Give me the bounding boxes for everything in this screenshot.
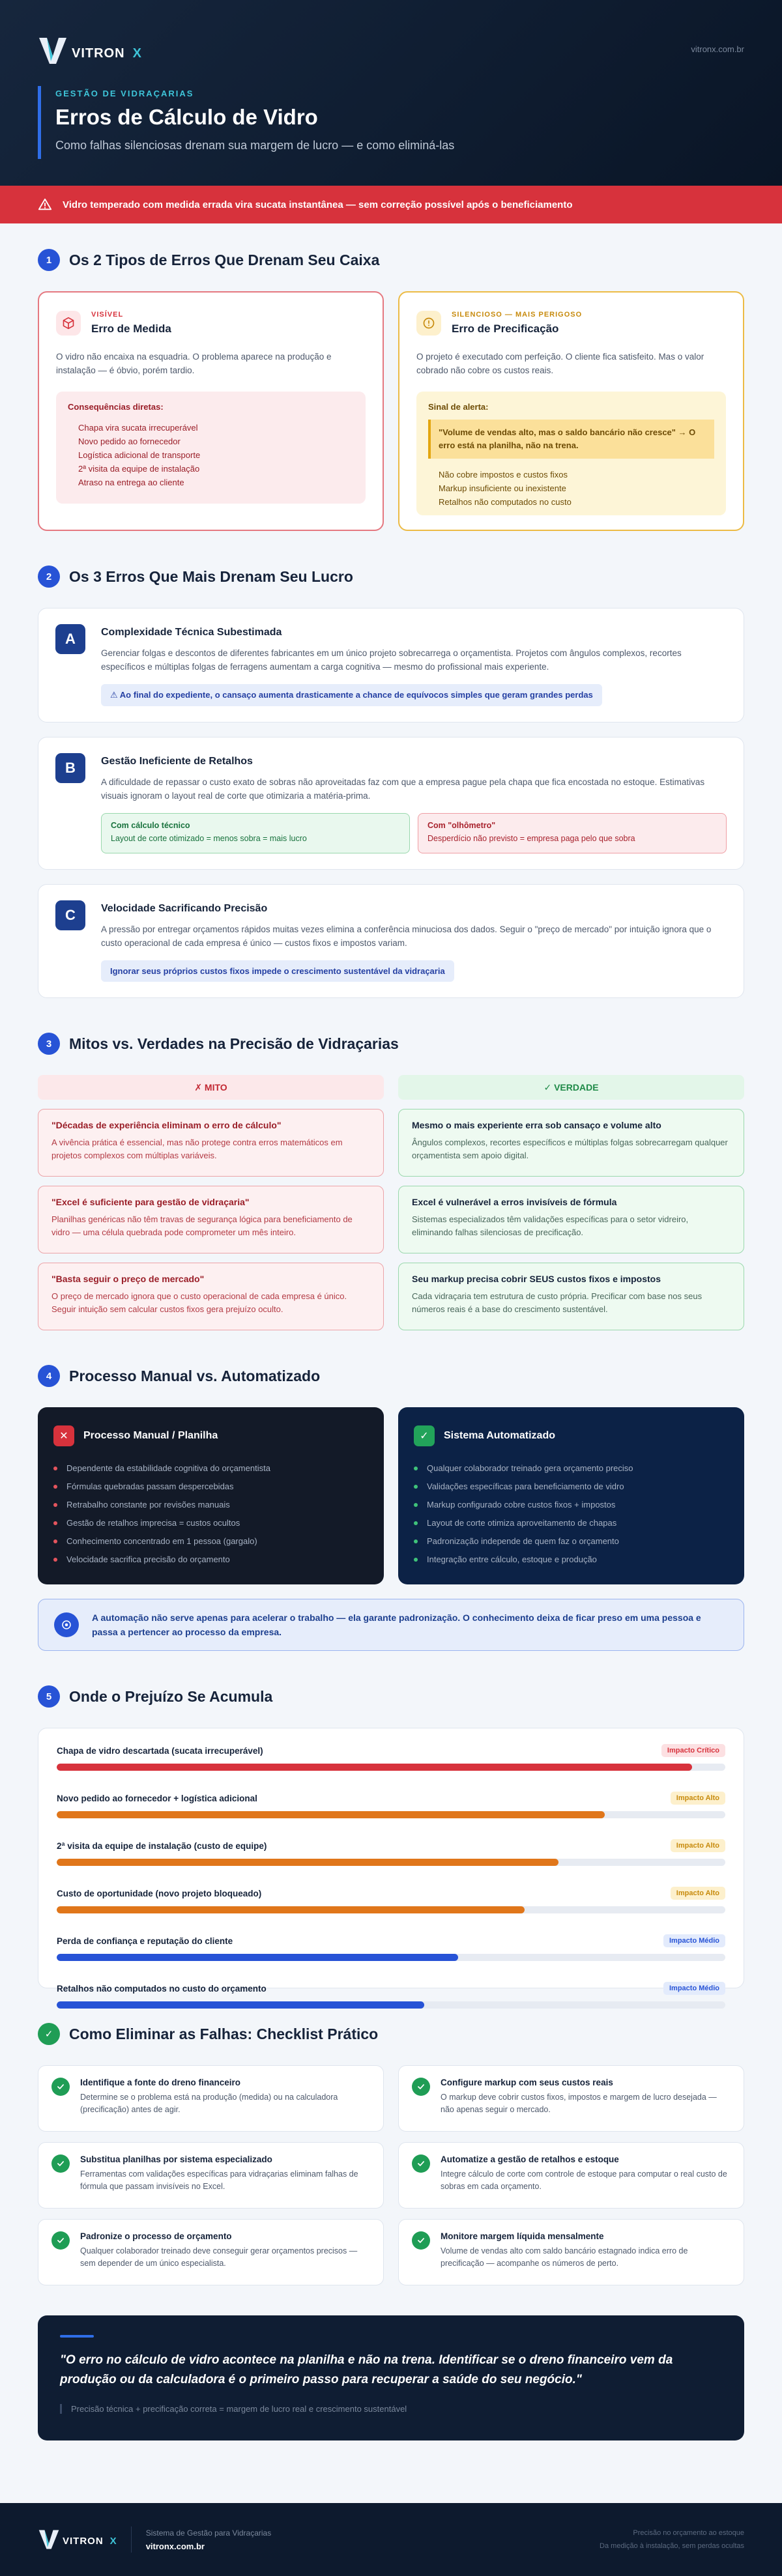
comparison-desc: Layout de corte otimizado = menos sobra = mais lucro — [111, 834, 307, 843]
checklist-desc: Ferramentas com validações específicas para vidraçarias eliminam falhas de fórmula que passam invisíveis no Excel. — [80, 2169, 358, 2191]
list-item: Atraso na entrega ao cliente — [78, 478, 184, 487]
hero — [0, 0, 782, 186]
error-title: Gestão Ineficiente de Retalhos — [101, 756, 253, 767]
page-title: Erros de Cálculo de Vidro — [55, 105, 318, 129]
myth-desc: O preço de mercado ignora que o custo operacional de cada empresa é único. Seguir intuição sem calcular custos fixos gera prejuízo oculto. — [51, 1291, 347, 1314]
section-error-types — [38, 248, 744, 531]
impact-label: Custo de oportunidade (novo projeto bloqueado) — [57, 1888, 262, 1898]
brand-word: VITRON — [63, 2535, 104, 2547]
checklist-item — [398, 2065, 744, 2132]
brand-x: X — [109, 2535, 117, 2547]
bullet-dot — [414, 1521, 418, 1525]
box-label: Sinal de alerta: — [428, 402, 489, 412]
truth-desc: Ângulos complexos, recortes específicos e múltiplas folgas sobrecarregam qualquer orçamentista sem apoio digital. — [412, 1138, 728, 1160]
warning-quote: "Volume de vendas alto, mas o saldo bancário não cresce" → O erro está na planilha, não na trena. — [428, 420, 714, 459]
impact-row — [57, 1792, 725, 1818]
impact-fill — [57, 1954, 458, 1961]
list-item: Não cobre impostos e custos fixos — [439, 470, 568, 479]
section-myths-truths — [38, 1032, 744, 1330]
impact-fill — [57, 1859, 558, 1866]
footer-url[interactable]: vitronx.com.br — [145, 2541, 205, 2551]
checklist-desc: O markup deve cobrir custos fixos, impostos e margem de lucro desejada — não apenas seguir o mercado. — [441, 2093, 717, 2114]
impact-label: Retalhos não computados no custo do orçamento — [57, 1983, 267, 1994]
impact-label: Perda de confiança e reputação do cliente — [57, 1936, 233, 1946]
list-item — [414, 1478, 729, 1496]
list-item-text: Padronização independe de quem faz o orçamento — [427, 1536, 619, 1546]
impact-track — [57, 1954, 725, 1961]
impact-track — [57, 1906, 725, 1913]
list-item-text: Velocidade sacrifica precisão do orçamento — [66, 1554, 230, 1564]
bullet-dot — [414, 1503, 418, 1507]
error-title: Velocidade Sacrificando Precisão — [101, 903, 268, 914]
checklist-title: Monitore margem líquida mensalmente — [441, 2231, 604, 2241]
footer — [0, 2503, 782, 2576]
truth-card — [398, 1263, 744, 1330]
impact-badge: Impacto Alto — [671, 1887, 725, 1900]
card-title: Processo Manual / Planilha — [83, 1430, 218, 1441]
impact-row-header — [57, 1887, 725, 1900]
manual-process-card — [38, 1407, 384, 1584]
section-title: Os 3 Erros Que Mais Drenam Seu Lucro — [69, 567, 353, 585]
list-item — [414, 1514, 729, 1532]
checklist-title: Identifique a fonte do dreno financeiro — [80, 2078, 241, 2087]
checklist-title: Padronize o processo de orçamento — [80, 2231, 232, 2241]
comparison-bad — [418, 813, 727, 853]
checklist-desc: Determine se o problema está na produção (medida) ou na calculadora (precificação) antes de agir. — [80, 2093, 338, 2114]
footer-tagline-1: Precisão no orçamento ao estoque — [633, 2529, 744, 2537]
impact-fill — [57, 2001, 424, 2009]
hero-eyebrow: GESTÃO DE VIDRAÇARIAS — [55, 89, 194, 98]
consequences-list — [68, 421, 354, 489]
myth-card — [38, 1109, 384, 1177]
brand-logo[interactable] — [38, 34, 744, 68]
footer-tagline — [600, 2526, 744, 2553]
myth-title: "Décadas de experiência eliminam o erro de cálculo" — [51, 1120, 282, 1130]
section-number: 4 — [38, 1365, 60, 1387]
error-card-b — [38, 737, 744, 870]
error-card-c — [38, 884, 744, 998]
check-icon: ✓ — [414, 1425, 435, 1446]
consequences-box — [56, 392, 366, 504]
checklist-desc: Integre cálculo de corte com controle de estoque para computar o real custo de sobras em cada orçamento. — [441, 2169, 727, 2191]
impact-row-header — [57, 1934, 725, 1947]
list-item-text: Dependente da estabilidade cognitiva do orçamentista — [66, 1463, 270, 1473]
site-url[interactable]: vitronx.com.br — [691, 44, 744, 54]
footer-divider — [131, 2526, 132, 2553]
impact-label: Chapa de vidro descartada (sucata irrecuperável) — [57, 1745, 263, 1756]
checklist-body — [441, 2078, 731, 2119]
card-pricing-error — [398, 291, 744, 531]
impact-label: Novo pedido ao fornecedor + logística adicional — [57, 1793, 257, 1803]
checklist-body — [80, 2231, 370, 2273]
checklist-item — [398, 2142, 744, 2209]
impact-row-header — [57, 1792, 725, 1805]
list-item-text: Integração entre cálculo, estoque e produção — [427, 1554, 597, 1564]
myth-card — [38, 1263, 384, 1330]
check-circle-icon — [412, 2231, 430, 2250]
section-title: Onde o Prejuízo Se Acumula — [69, 1687, 273, 1705]
error-title: Complexidade Técnica Subestimada — [101, 627, 282, 638]
warning-icon — [38, 197, 52, 212]
list-item-text: Layout de corte otimiza aproveitamento de chapas — [427, 1518, 617, 1528]
card-eyebrow: VISÍVEL — [91, 311, 124, 319]
impact-fill — [57, 1764, 692, 1771]
list-item: Markup insuficiente ou inexistente — [439, 483, 566, 493]
x-icon: ✕ — [53, 1425, 74, 1446]
list-item — [53, 1478, 368, 1496]
warning-sign-box — [416, 392, 726, 515]
truth-desc: Sistemas especializados têm validações específicas para o setor vidreiro, eliminando falhas silenciosas de precificação. — [412, 1214, 689, 1237]
vitronx-logo-icon — [38, 36, 68, 65]
list-item: Logística adicional de transporte — [78, 450, 201, 460]
impact-label: 2ª visita da equipe de instalação (custo de equipe) — [57, 1840, 267, 1851]
list-item — [414, 1496, 729, 1514]
impact-track — [57, 1811, 725, 1818]
card-body: O projeto é executado com perfeição. O cliente fica satisfeito. Mas o valor cobrado não cobre os custos reais. — [416, 352, 704, 375]
impact-row — [57, 1839, 725, 1866]
truth-desc: Cada vidraçaria tem estrutura de custo própria. Precificar com base nos seus números reais é a base do crescimento sustentável. — [412, 1291, 702, 1314]
list-item — [53, 1459, 368, 1478]
bullet-dot — [53, 1521, 57, 1525]
comparison-title: Com cálculo técnico — [111, 821, 190, 830]
bullet-dot — [414, 1558, 418, 1562]
checklist-icon: ✓ — [38, 2023, 60, 2045]
section-top-errors — [38, 565, 744, 998]
checklist-item — [38, 2142, 384, 2209]
checklist-body — [80, 2078, 370, 2119]
section-title: Os 2 Tipos de Erros Que Drenam Seu Caixa — [69, 251, 380, 268]
error-note: Ignorar seus próprios custos fixos impede o crescimento sustentável da vidraçaria — [101, 960, 454, 982]
bullet-dot — [53, 1539, 57, 1543]
truth-title: Seu markup precisa cobrir SEUS custos fixos e impostos — [412, 1274, 661, 1284]
brand-word: VITRON — [72, 46, 125, 61]
impact-badge: Impacto Alto — [671, 1839, 725, 1852]
error-body: Gerenciar folgas e descontos de diferentes fabricantes em um único projeto sobrecarrega o orçamentista. Projetos com ângulos complexos, recortes específicos e múltiplas folgas de ferragens aumentam a carga cognitiva — mesmo do profissional mais experiente. — [101, 648, 682, 672]
error-card-a — [38, 608, 744, 723]
list-item-text: Markup configurado cobre custos fixos + impostos — [427, 1500, 616, 1510]
impact-row-header — [57, 1744, 725, 1757]
auto-list — [414, 1459, 729, 1569]
card-title: Erro de Precificação — [452, 322, 559, 335]
impact-row — [57, 1887, 725, 1913]
bullet-dot — [53, 1558, 57, 1562]
card-body: O vidro não encaixa na esquadria. O problema aparece na produção e instalação — é óbvio, porém tardio. — [56, 352, 332, 375]
list-item — [414, 1532, 729, 1551]
error-body: A dificuldade de repassar o custo exato de sobras não aproveitadas faz com que a empresa pague pela chapa que fica encostada no estoque. Estimativas visuais ignoram o layout real de corte que otimizaria a matéria-prima. — [101, 777, 705, 801]
impact-track — [57, 1764, 725, 1771]
alert-text: Vidro temperado com medida errada vira sucata instantânea — sem correção possível após o beneficiamento — [63, 199, 573, 210]
info-callout — [38, 1599, 744, 1651]
bullet-dot — [414, 1485, 418, 1489]
brand-x: X — [132, 46, 141, 61]
list-item-text: Retrabalho constante por revisões manuais — [66, 1500, 230, 1510]
truth-card — [398, 1109, 744, 1177]
closing-quote — [38, 2315, 744, 2440]
truth-title: Excel é vulnerável a erros invisíveis de fórmula — [412, 1197, 617, 1207]
truth-title: Mesmo o mais experiente erra sob cansaço e volume alto — [412, 1120, 661, 1130]
check-circle-icon — [412, 2078, 430, 2096]
list-item-text: Fórmulas quebradas passam despercebidas — [66, 1481, 234, 1491]
card-title: Sistema Automatizado — [444, 1430, 555, 1441]
list-item-text: Validações específicas para beneficiamento de vidro — [427, 1481, 624, 1491]
comparison-desc: Desperdício não previsto = empresa paga pelo que sobra — [427, 834, 635, 843]
checklist-desc: Qualquer colaborador treinado deve conseguir gerar orçamentos precisos — sem depender de um único especialista. — [80, 2246, 358, 2268]
error-body: A pressão por entregar orçamentos rápidos muitas vezes elimina a conferência minuciosa dos dados. Seguir o "preço de mercado" por intuição ignora que o custo operacional de cada empresa é único — custos fixos e impostos variam. — [101, 924, 712, 948]
checklist-body — [441, 2154, 731, 2196]
section-number: 1 — [38, 249, 60, 271]
list-item — [53, 1496, 368, 1514]
list-item-text: Qualquer colaborador treinado gera orçamento preciso — [427, 1463, 633, 1473]
list-item — [53, 1514, 368, 1532]
comparison-title: Com "olhômetro" — [427, 821, 496, 830]
checklist-item — [398, 2219, 744, 2285]
checklist-body — [80, 2154, 370, 2196]
comparison-good — [101, 813, 410, 853]
list-item — [53, 1532, 368, 1551]
cube-icon — [56, 311, 81, 336]
hero-subtitle: Como falhas silenciosas drenam sua margem de lucro — e como eliminá-las — [55, 139, 455, 152]
truth-column-label: ✓ VERDADE — [398, 1075, 744, 1100]
list-item — [53, 1551, 368, 1569]
impact-fill — [57, 1906, 525, 1913]
section-number: 2 — [38, 565, 60, 588]
section-loss-accumulation — [38, 1685, 744, 1994]
quote-accent-bar — [60, 2335, 94, 2338]
info-text: A automação não serve apenas para acelerar o trabalho — ela garante padronização. O conhecimento deixa de ficar preso em uma pessoa e passa a pertencer ao processo da empresa. — [92, 1612, 701, 1637]
impact-row — [57, 1934, 725, 1961]
section-checklist — [38, 2022, 744, 2285]
checklist-title: Configure markup com seus custos reais — [441, 2078, 613, 2087]
list-item: 2ª visita da equipe de instalação — [78, 464, 200, 474]
impact-badge: Impacto Médio — [663, 1934, 725, 1947]
list-item: Retalhos não computados no custo — [439, 497, 572, 507]
check-circle-icon — [51, 2078, 70, 2096]
checklist-title: Substitua planilhas por sistema especializado — [80, 2154, 272, 2164]
checklist-body — [441, 2231, 731, 2273]
list-item-text: Conhecimento concentrado em 1 pessoa (gargalo) — [66, 1536, 257, 1546]
card-measure-error — [38, 291, 384, 531]
box-label: Consequências diretas: — [68, 402, 164, 412]
alert-banner — [0, 186, 782, 223]
myth-title: "Excel é suficiente para gestão de vidraçaria" — [51, 1197, 250, 1207]
impact-track — [57, 1859, 725, 1866]
checklist-title: Automatize a gestão de retalhos e estoque — [441, 2154, 619, 2164]
bullet-dot — [53, 1503, 57, 1507]
impact-badge: Impacto Crítico — [661, 1744, 725, 1757]
myth-truth-rows — [38, 1109, 744, 1330]
section-title: Como Eliminar as Falhas: Checklist Prático — [69, 2025, 379, 2042]
impact-bars-card — [38, 1728, 744, 1994]
section-title: Mitos vs. Verdades na Precisão de Vidraçarias — [69, 1035, 399, 1052]
myth-desc: A vivência prática é essencial, mas não protege contra erros matemáticos em projetos complexos com múltiplas variáveis. — [51, 1138, 343, 1160]
list-item: Chapa vira sucata irrecuperável — [78, 423, 198, 433]
impact-track — [57, 2001, 725, 2009]
bullet-dot — [53, 1485, 57, 1489]
impact-row — [57, 1982, 725, 2009]
myth-column-label: ✗ MITO — [38, 1075, 384, 1100]
letter-badge: B — [55, 753, 85, 783]
check-circle-icon — [51, 2154, 70, 2173]
checklist-item — [38, 2065, 384, 2132]
truth-card — [398, 1186, 744, 1253]
impact-row-header — [57, 1982, 725, 1995]
myth-truth-row — [38, 1263, 744, 1330]
section-number: 5 — [38, 1685, 60, 1708]
section-title: Processo Manual vs. Automatizado — [69, 1367, 321, 1384]
error-note: ⚠ Ao final do expediente, o cansaço aumenta drasticamente a chance de equívocos simples que geram grandes perdas — [101, 684, 602, 706]
list-item-text: Gestão de retalhos imprecisa = custos ocultos — [66, 1518, 240, 1528]
myth-truth-row — [38, 1186, 744, 1253]
impact-badge: Impacto Médio — [663, 1982, 725, 1995]
section-manual-vs-auto — [38, 1364, 744, 1651]
myth-desc: Planilhas genéricas não têm travas de segurança lógica para beneficiamento de vidro — uma célula quebrada pode comprometer um mês inteiro. — [51, 1214, 353, 1237]
myth-title: "Basta seguir o preço de mercado" — [51, 1274, 205, 1284]
bullet-dot — [414, 1467, 418, 1470]
impact-row — [57, 1744, 725, 1771]
footer-tagline-2: Da medição à instalação, sem perdas ocultas — [600, 2542, 744, 2550]
warning-list — [428, 468, 714, 509]
bullet-dot — [414, 1539, 418, 1543]
impact-row-header — [57, 1839, 725, 1852]
quote-subtext: Precisão técnica + precificação correta = margem de lucro real e crescimento sustentável — [60, 2404, 722, 2414]
list-item — [414, 1551, 729, 1569]
checklist-item — [38, 2219, 384, 2285]
myth-truth-row — [38, 1109, 744, 1177]
impact-fill — [57, 1811, 605, 1818]
quote-text: "O erro no cálculo de vidro acontece na planilha e não na trena. Identificar se o dreno financeiro vem da produção ou da calculadora é o primeiro passo para recuperar a saúde do seu negócio." — [60, 2353, 673, 2386]
manual-list — [53, 1459, 368, 1569]
list-item: Novo pedido ao fornecedor — [78, 436, 181, 446]
checklist-grid — [38, 2065, 744, 2285]
letter-badge: C — [55, 900, 85, 930]
main-content — [0, 248, 782, 2440]
check-circle-icon — [412, 2154, 430, 2173]
letter-badge: A — [55, 624, 85, 654]
footer-system-label: Sistema de Gestão para Vidraçarias — [145, 2528, 272, 2538]
myth-card — [38, 1186, 384, 1253]
section-number: 3 — [38, 1033, 60, 1055]
card-title: Erro de Medida — [91, 322, 171, 335]
impact-badge: Impacto Alto — [671, 1792, 725, 1805]
target-icon — [54, 1612, 79, 1637]
card-eyebrow: SILENCIOSO — MAIS PERIGOSO — [452, 311, 583, 319]
check-circle-icon — [51, 2231, 70, 2250]
checklist-desc: Volume de vendas alto com saldo bancário estagnado indica erro de precificação — acompanhe os números de perto. — [441, 2246, 688, 2268]
alert-circle-icon — [416, 311, 441, 336]
bullet-dot — [53, 1467, 57, 1470]
hero-title-block — [38, 86, 744, 159]
automated-process-card — [398, 1407, 744, 1584]
list-item — [414, 1459, 729, 1478]
